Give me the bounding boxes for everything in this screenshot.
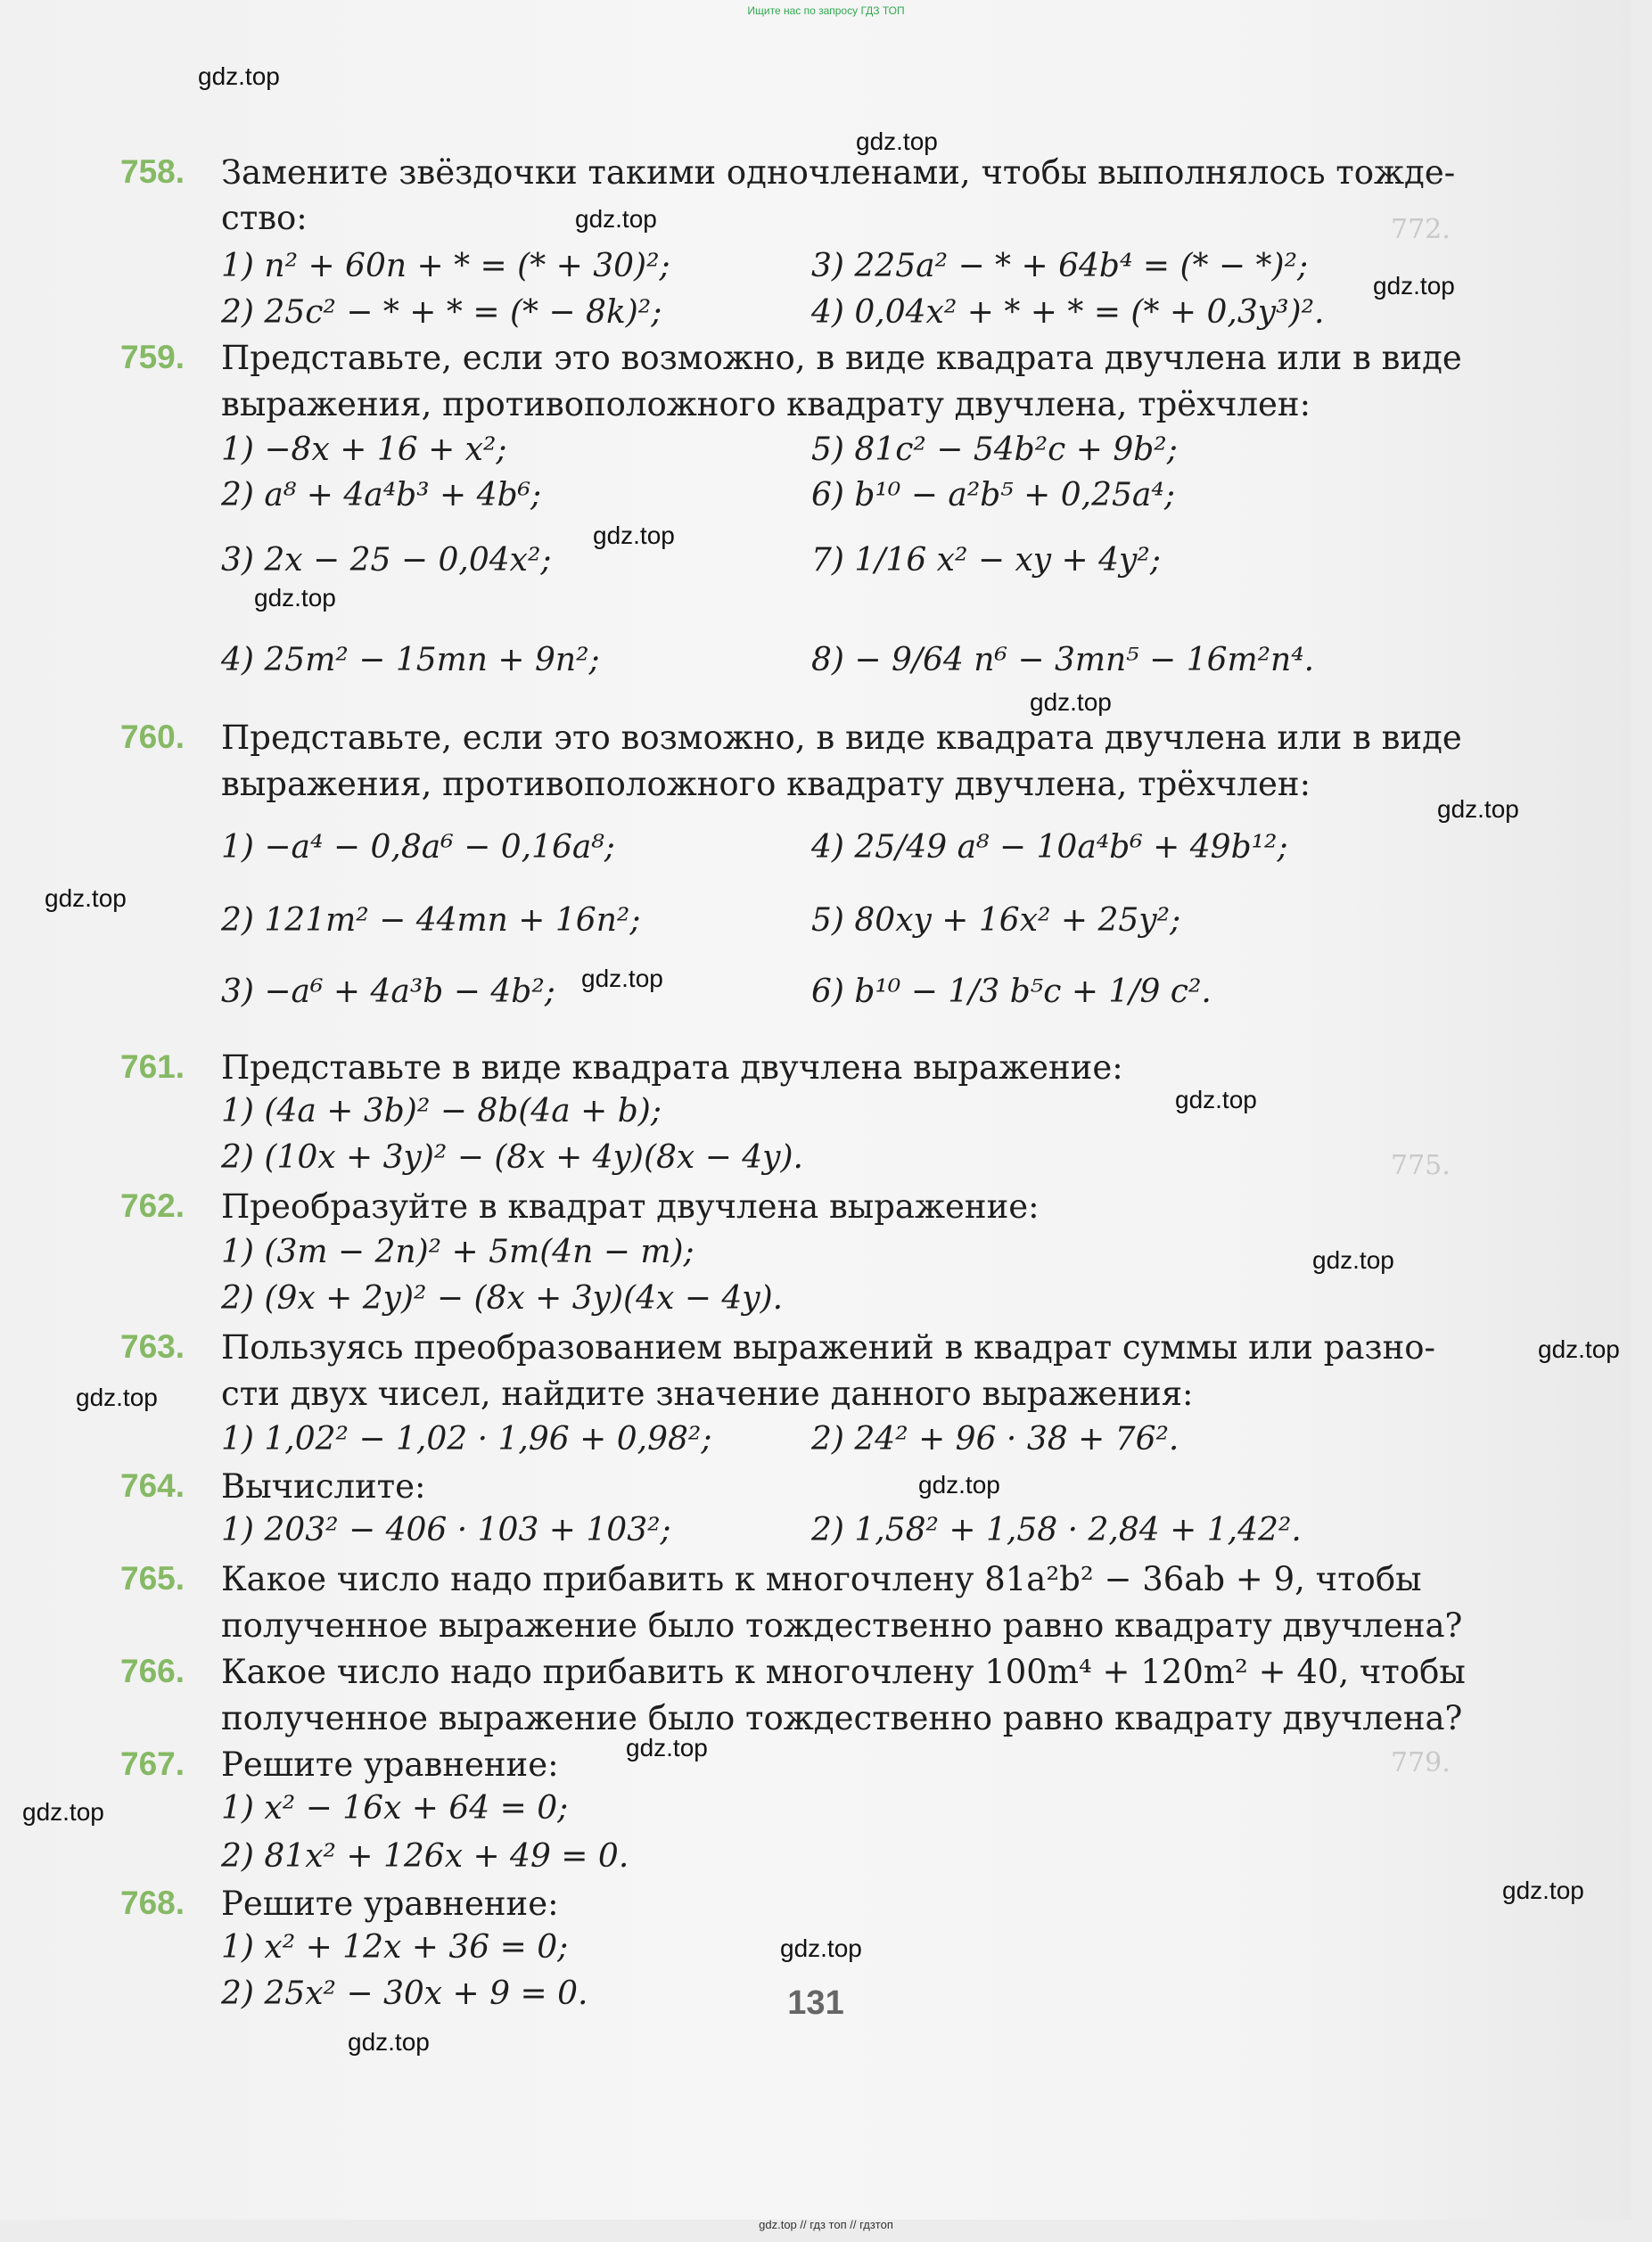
task-text: Решите уравнение:	[221, 1885, 559, 1923]
exercise-item: 1) (3m − 2n)² + 5m(4n − m);	[221, 1234, 694, 1270]
exercise-item: 2) (9x + 2y)² − (8x + 3y)(4x − 4y).	[221, 1280, 784, 1317]
watermark: gdz.top	[76, 1384, 158, 1411]
exercise-item: 2) (10x + 3y)² − (8x + 4y)(8x − 4y).	[221, 1139, 803, 1176]
exercise-item: 5) 80xy + 16x² + 25y²;	[811, 902, 1181, 939]
task-text: Представьте в виде квадрата двучлена выражение:	[221, 1048, 1123, 1087]
exercise-item: 2) 121m² − 44mn + 16n²;	[221, 902, 641, 939]
task-number: 765.	[120, 1560, 185, 1597]
exercise-item: 1) x² + 12x + 36 = 0;	[221, 1929, 569, 1966]
exercise-item: 4) 25m² − 15mn + 9n²;	[221, 642, 600, 678]
task-text: ство:	[221, 199, 308, 237]
exercise-item: 1) −8x + 16 + x²;	[221, 431, 507, 468]
exercise-item: 6) b¹⁰ − 1/3 b⁵c + 1/9 c².	[811, 973, 1212, 1010]
exercise-item: 3) 2x − 25 − 0,04x²;	[221, 542, 552, 579]
show-through-text: 772.	[1391, 214, 1451, 245]
watermark: gdz.top	[593, 521, 675, 549]
exercise-item: 2) 1,58² + 1,58 · 2,84 + 1,42².	[811, 1512, 1302, 1548]
task-text: Вычислите:	[221, 1467, 426, 1506]
task-number: 767.	[120, 1745, 185, 1782]
task-number: 764.	[120, 1467, 185, 1504]
watermark: gdz.top	[1175, 1086, 1257, 1113]
task-text: Представьте, если это возможно, в виде квадрата двучлена или в виде	[221, 719, 1462, 757]
watermark: gdz.top	[626, 1734, 708, 1762]
page-number: 131	[787, 1984, 844, 2022]
task-text: полученное выражение было тождественно равно квадрату двучлена?	[221, 1699, 1463, 1737]
watermark: gdz.top	[45, 884, 127, 912]
exercise-item: 3) −a⁶ + 4a³b − 4b²;	[221, 973, 555, 1010]
show-through-text: 775.	[1391, 1150, 1451, 1181]
task-text: Пользуясь преобразованием выражений в квадрат суммы или разно-	[221, 1328, 1436, 1367]
exercise-item: 8) − 9/64 n⁶ − 3mn⁵ − 16m²n⁴.	[811, 642, 1315, 678]
exercise-item: 1) (4a + 3b)² − 8b(4a + b);	[221, 1093, 662, 1129]
exercise-item: 1) x² − 16x + 64 = 0;	[221, 1790, 569, 1827]
task-text: Замените звёздочки такими одночленами, чтобы выполнялось тожде-	[221, 153, 1456, 192]
watermark: gdz.top	[780, 1934, 862, 1962]
task-text: выражения, противоположного квадрату двучлена, трёхчлен:	[221, 385, 1311, 423]
task-text: полученное выражение было тождественно равно квадрату двучлена?	[221, 1606, 1463, 1645]
header-note: Ищите нас по запросу ГДЗ ТОП	[747, 4, 905, 17]
watermark: gdz.top	[1502, 1877, 1584, 1904]
footer-note: gdz.top // гдз топ // гдзтоп	[759, 2218, 893, 2231]
watermark: gdz.top	[348, 2028, 430, 2056]
watermark: gdz.top	[1030, 688, 1112, 716]
watermark: gdz.top	[1312, 1246, 1394, 1274]
exercise-item: 2) 81x² + 126x + 49 = 0.	[221, 1838, 629, 1875]
exercise-item: 2) 25c² − * + * = (* − 8k)²;	[221, 294, 662, 331]
exercise-item: 1) n² + 60n + * = (* + 30)²;	[221, 248, 670, 284]
exercise-item: 6) b¹⁰ − a²b⁵ + 0,25a⁴;	[811, 477, 1175, 513]
watermark: gdz.top	[918, 1471, 1000, 1499]
exercise-item: 4) 25/49 a⁸ − 10a⁴b⁶ + 49b¹²;	[811, 829, 1288, 866]
exercise-item: 5) 81c² − 54b²c + 9b²;	[811, 431, 1178, 468]
watermark: gdz.top	[581, 965, 663, 992]
task-text: Преобразуйте в квадрат двучлена выражение:	[221, 1187, 1040, 1226]
task-number: 760.	[120, 719, 185, 755]
exercise-item: 2) 24² + 96 · 38 + 76².	[811, 1421, 1179, 1458]
watermark: gdz.top	[254, 584, 336, 612]
task-text: Представьте, если это возможно, в виде квадрата двучлена или в виде	[221, 339, 1462, 377]
watermark: gdz.top	[1538, 1335, 1620, 1363]
task-number: 768.	[120, 1885, 185, 1921]
watermark: gdz.top	[22, 1798, 104, 1826]
watermark: gdz.top	[856, 127, 938, 155]
task-number: 761.	[120, 1048, 185, 1085]
task-text: Решите уравнение:	[221, 1745, 559, 1784]
exercise-item: 2) 25x² − 30x + 9 = 0.	[221, 1975, 588, 2012]
exercise-item: 1) 203² − 406 · 103 + 103²;	[221, 1512, 671, 1548]
task-number: 762.	[120, 1187, 185, 1224]
task-number: 758.	[120, 153, 185, 190]
exercise-item: 4) 0,04x² + * + * = (* + 0,3y³)².	[811, 294, 1325, 331]
watermark: gdz.top	[198, 62, 280, 90]
task-text: Какое число надо прибавить к многочлену 100m⁴ + 120m² + 40, чтобы	[221, 1653, 1466, 1691]
task-number: 763.	[120, 1328, 185, 1365]
exercise-item: 3) 225a² − * + 64b⁴ = (* − *)²;	[811, 248, 1309, 284]
task-text: выражения, противоположного квадрату двучлена, трёхчлен:	[221, 765, 1311, 803]
exercise-item: 1) 1,02² − 1,02 · 1,96 + 0,98²;	[221, 1421, 712, 1458]
exercise-item: 1) −a⁴ − 0,8a⁶ − 0,16a⁸;	[221, 829, 615, 866]
watermark: gdz.top	[575, 205, 657, 233]
task-text: сти двух чисел, найдите значение данного выражения:	[221, 1375, 1194, 1413]
show-through-text: 779.	[1391, 1747, 1451, 1778]
watermark: gdz.top	[1437, 795, 1519, 823]
task-number: 759.	[120, 339, 185, 375]
exercise-item: 7) 1/16 x² − xy + 4y²;	[811, 542, 1161, 579]
watermark: gdz.top	[1373, 272, 1455, 300]
task-text: Какое число надо прибавить к многочлену 81a²b² − 36ab + 9, чтобы	[221, 1560, 1422, 1598]
task-number: 766.	[120, 1653, 185, 1689]
exercise-item: 2) a⁸ + 4a⁴b³ + 4b⁶;	[221, 477, 542, 513]
